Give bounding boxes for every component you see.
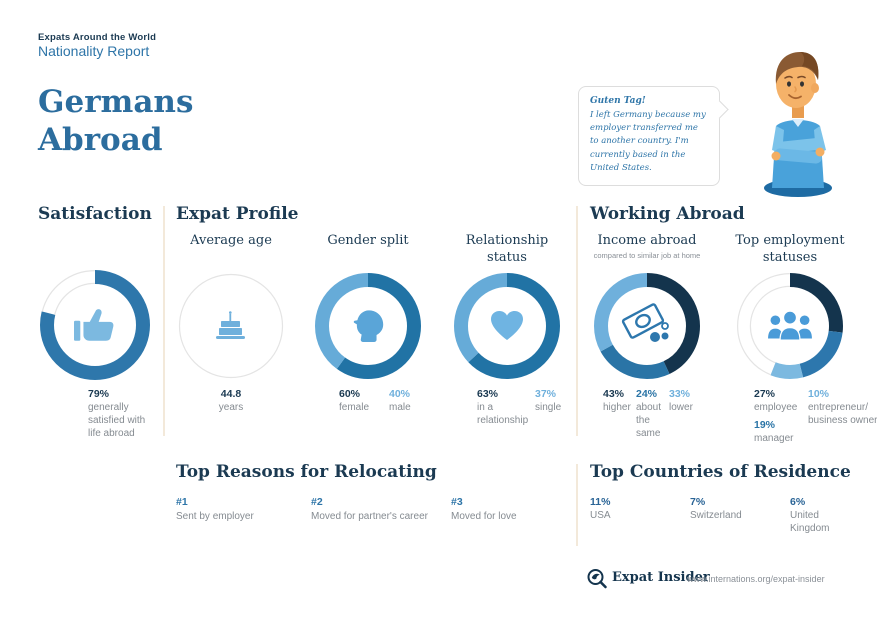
income-abroad-donut-chart xyxy=(593,272,701,380)
gender-stat-female xyxy=(339,388,377,414)
reason-rank: #1 xyxy=(176,496,188,508)
income-abroad-stats xyxy=(603,388,696,440)
in-relationship-label: in a relationship xyxy=(477,402,529,426)
income-stat-lower xyxy=(669,388,696,440)
male-label: male xyxy=(389,402,411,413)
report-subtitle: Nationality Report xyxy=(38,43,150,59)
country-label: USA xyxy=(590,510,611,521)
employment-statuses-stats xyxy=(754,388,877,445)
female-value: 60% xyxy=(339,388,361,400)
country-value: 7% xyxy=(690,496,706,508)
employment-statuses-title: Top employment statuses xyxy=(735,233,845,265)
section-divider xyxy=(576,206,578,436)
country-value: 11% xyxy=(590,496,611,508)
country-value: 6% xyxy=(790,496,806,508)
page-title: Germans Abroad xyxy=(38,84,194,158)
birthday-cake-icon xyxy=(213,310,249,342)
satisfaction-value: 79% xyxy=(88,388,110,400)
manager-label: manager xyxy=(754,433,794,444)
reason-rank: #2 xyxy=(311,496,323,508)
speech-bubble xyxy=(578,86,720,186)
country-item-switzerland xyxy=(690,496,780,522)
thumbs-up-icon xyxy=(74,306,116,344)
reason-item-3 xyxy=(451,496,571,523)
higher-value: 43% xyxy=(603,388,625,400)
reason-item-2 xyxy=(311,496,441,523)
income-abroad-title-text: Income abroad xyxy=(597,233,697,248)
employee-label: employee xyxy=(754,402,798,413)
employment-stat-col2 xyxy=(808,388,877,445)
footer-url[interactable]: www.internations.org/expat-insider xyxy=(687,574,825,584)
single-label: single xyxy=(535,402,562,413)
footer-brand: Expat Insider xyxy=(612,570,710,585)
same-value: 24% xyxy=(636,388,658,400)
male-value: 40% xyxy=(389,388,411,400)
heart-icon xyxy=(489,310,525,342)
expat-mascot-illustration xyxy=(744,40,852,198)
people-group-icon xyxy=(767,310,813,342)
money-icon xyxy=(621,303,673,349)
country-item-uk xyxy=(790,496,842,535)
satisfaction-donut-chart xyxy=(39,269,151,381)
relationship-stat-single xyxy=(535,388,575,427)
average-age-title: Average age xyxy=(190,233,272,248)
income-stat-higher xyxy=(603,388,630,440)
section-divider xyxy=(576,464,578,546)
country-label: United Kingdom xyxy=(790,510,830,534)
satisfaction-caption: generally satisfied with life abroad xyxy=(88,402,146,439)
income-abroad-title xyxy=(592,233,702,261)
reason-label: Moved for love xyxy=(451,511,517,522)
average-age-value: 44.8 xyxy=(220,388,242,400)
relationship-status-title: Relationship status xyxy=(465,233,549,265)
same-label: about the same xyxy=(636,402,662,439)
employment-statuses-donut-chart xyxy=(736,272,844,380)
bubble-greeting: Guten Tag! xyxy=(590,96,646,106)
gender-stat-male xyxy=(389,388,427,414)
satisfaction-heading: Satisfaction xyxy=(38,204,152,224)
report-kicker: Expats Around the World xyxy=(38,32,157,43)
entrepreneur-label: entrepreneur/ business owner xyxy=(808,402,877,426)
relationship-status-stats xyxy=(477,388,575,427)
expat-insider-logo-icon xyxy=(586,568,608,590)
average-age-unit: years xyxy=(218,402,244,413)
country-label: Switzerland xyxy=(690,510,742,521)
reason-rank: #3 xyxy=(451,496,463,508)
manager-value: 19% xyxy=(754,419,776,431)
expat-profile-heading: Expat Profile xyxy=(176,204,299,224)
female-label: female xyxy=(339,402,370,413)
working-abroad-heading: Working Abroad xyxy=(590,204,745,224)
average-age-stat xyxy=(186,388,276,414)
gender-split-donut-chart xyxy=(314,272,422,380)
relationship-status-donut-chart xyxy=(453,272,561,380)
bubble-message: I left Germany because my employer transferred me to another country. I'm currently based in the United States. xyxy=(590,110,706,173)
relationship-stat-partnered xyxy=(477,388,527,427)
speech-bubble-tail xyxy=(710,100,728,118)
top-countries-heading: Top Countries of Residence xyxy=(590,462,851,482)
single-value: 37% xyxy=(535,388,557,400)
in-relationship-value: 63% xyxy=(477,388,499,400)
satisfaction-stat xyxy=(88,388,152,440)
section-divider xyxy=(163,206,165,436)
gender-split-stats xyxy=(339,388,427,414)
employment-stat-col1 xyxy=(754,388,800,445)
reason-item-1 xyxy=(176,496,296,523)
average-age-circle-chart xyxy=(178,273,284,379)
reason-label: Moved for partner's career xyxy=(311,511,428,522)
higher-label: higher xyxy=(603,402,631,413)
top-reasons-heading: Top Reasons for Relocating xyxy=(176,462,437,482)
lower-label: lower xyxy=(669,402,693,413)
gender-split-title: Gender split xyxy=(327,233,409,248)
country-item-usa xyxy=(590,496,680,522)
entrepreneur-value: 10% xyxy=(808,388,830,400)
lower-value: 33% xyxy=(669,388,691,400)
employee-value: 27% xyxy=(754,388,776,400)
reason-label: Sent by employer xyxy=(176,511,254,522)
head-silhouette-icon xyxy=(349,308,387,344)
income-abroad-subtitle: compared to similar job at home xyxy=(593,250,701,260)
income-stat-same xyxy=(636,388,663,440)
